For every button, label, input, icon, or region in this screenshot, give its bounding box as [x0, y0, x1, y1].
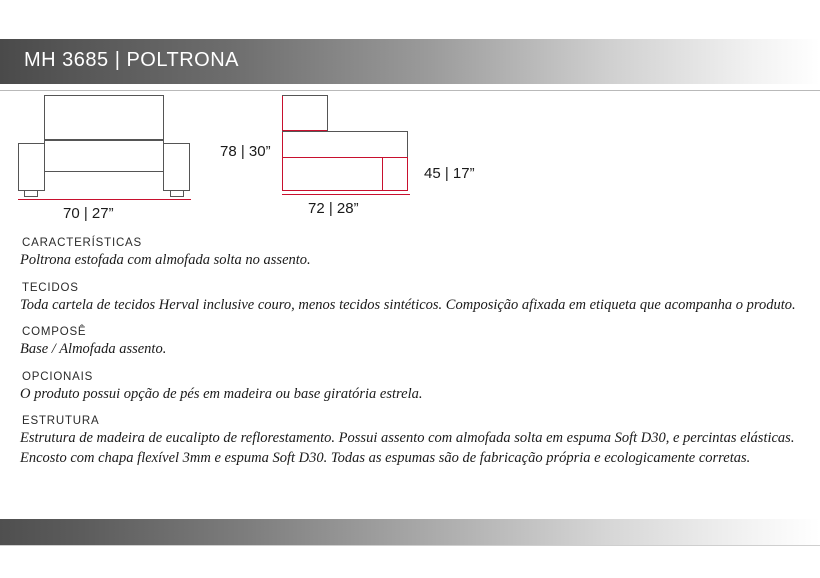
spec-title: OPCIONAIS	[22, 370, 94, 383]
front-view-backrest	[44, 95, 164, 140]
spec-section-caracteristicas	[20, 237, 800, 271]
spec-section-tecidos	[20, 282, 800, 316]
front-view-width-label: 70 | 27”	[63, 205, 114, 222]
front-view-right-foot	[170, 191, 184, 197]
spec-title: CARACTERÍSTICAS	[22, 237, 142, 249]
spec-title: COMPOSÊ	[22, 326, 87, 339]
front-view-left-foot	[24, 191, 38, 197]
spec-section-compose	[20, 326, 800, 360]
footer-band	[0, 519, 820, 545]
spec-text: Base / Almofada assento.	[20, 341, 167, 358]
front-view-seat	[44, 140, 164, 172]
spec-title: ESTRUTURA	[22, 415, 100, 428]
side-view-drawing	[220, 95, 578, 217]
spec-text: O produto possui opção de pés em madeira ou base giratória estrela.	[20, 385, 423, 402]
side-view-depth-dimension-line	[282, 194, 410, 195]
footer-divider	[0, 545, 820, 546]
spec-text: Toda cartela de tecidos Herval inclusive couro, menos tecidos sintéticos. Composição afixada em etiqueta que acompanha o produto.	[20, 296, 796, 313]
page-title: MH 3685 | POLTRONA	[24, 49, 239, 71]
spec-text: Estrutura de madeira de eucalipto de reflorestamento. Possui assento com almofada solta em espuma Soft D30, e percintas elásticas. Encosto com chapa flexível 3mm e espuma Soft D30. Todas as espumas são de fabricação própria e ecologicamente corretas.	[20, 430, 795, 466]
side-view-arm	[382, 157, 408, 191]
side-view-height-label: 78 | 30”	[220, 143, 271, 160]
front-view-width-dimension-line	[18, 199, 191, 200]
front-view-right-arm	[163, 143, 190, 191]
side-view-arm-height-label: 45 | 17”	[424, 165, 475, 182]
spec-text: Poltrona estofada com almofada solta no assento.	[20, 252, 311, 268]
spec-section-estrutura	[20, 415, 800, 468]
front-view-left-arm	[18, 143, 45, 191]
spec-section-opcionais	[20, 371, 800, 405]
front-view-drawing	[18, 95, 198, 222]
spec-title: TECIDOS	[22, 281, 79, 294]
side-view-depth-label: 72 | 28”	[308, 200, 359, 217]
technical-drawings	[0, 90, 820, 235]
side-view-backrest-outline	[282, 95, 328, 131]
specifications-list	[20, 237, 800, 479]
